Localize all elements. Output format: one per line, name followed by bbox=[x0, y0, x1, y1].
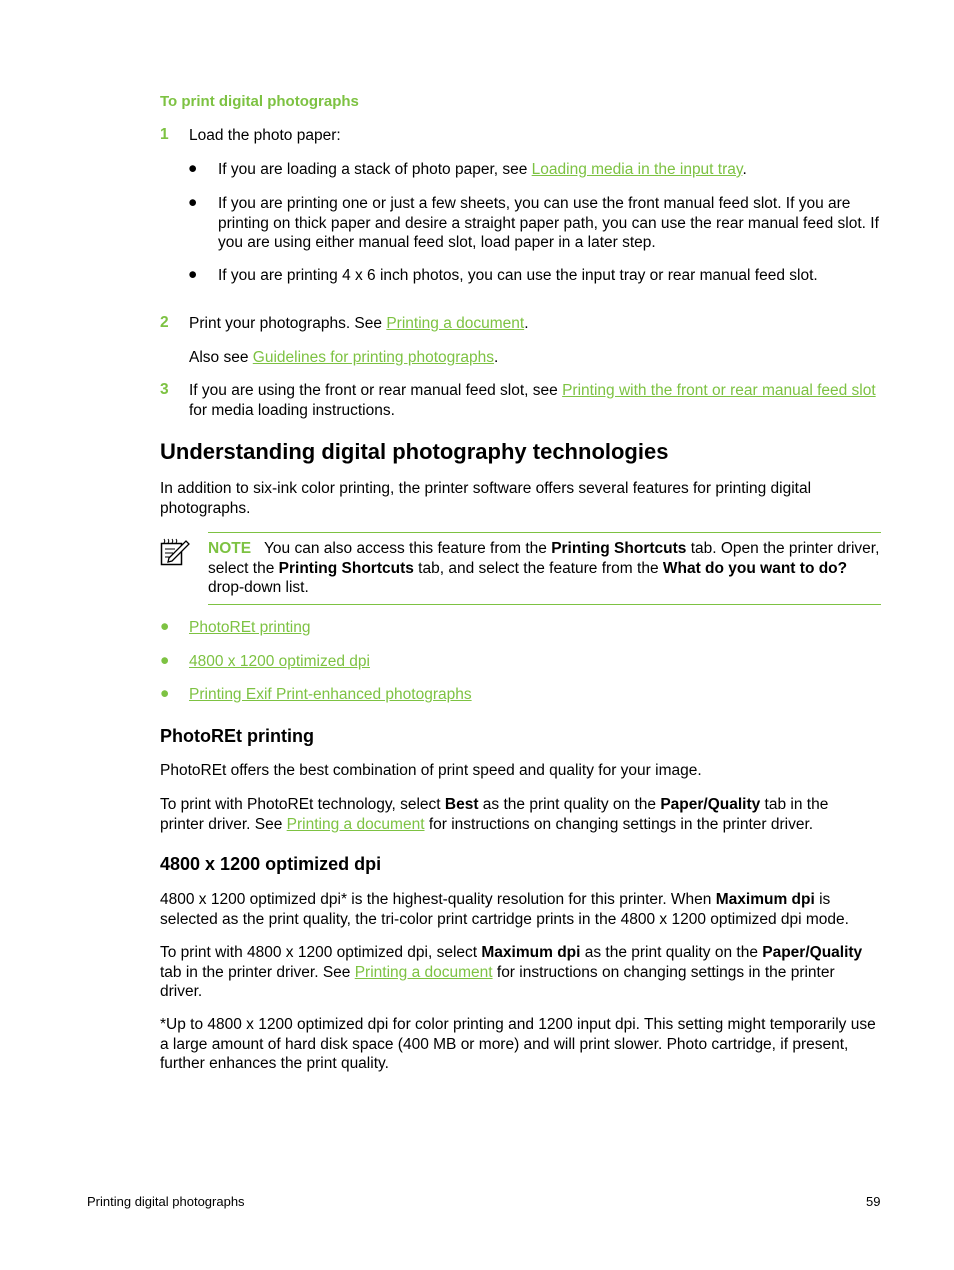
dpi-paragraph: To print with 4800 x 1200 optimized dpi, select Maximum dpi as the print quality on the Paper/Quality tab in the printer driver. See Printing a document for instructions on changing settings in the printer driver. bbox=[160, 944, 863, 1000]
bullet-icon: ● bbox=[188, 194, 198, 211]
link-manual-feed-slot[interactable]: Printing with the front or rear manual feed slot bbox=[562, 382, 876, 399]
list-item: If you are printing one or just a few sheets, you can use the front manual feed slot. If you are printing on thick paper and desire a straight paper path, you can use the rear manual feed slot. If you are using either manual feed slot, load paper in a later step. bbox=[218, 195, 879, 251]
bullet-icon: ● bbox=[188, 266, 198, 283]
link-guidelines[interactable]: Guidelines for printing photographs bbox=[252, 349, 495, 366]
note-bottom-rule bbox=[208, 604, 881, 605]
step-number: 3 bbox=[160, 381, 169, 398]
bullet-icon: ● bbox=[160, 618, 170, 635]
step-text: Load the photo paper: bbox=[189, 127, 341, 144]
step-text: Print your photographs. See Printing a document. bbox=[189, 315, 529, 332]
page-number: 59 bbox=[866, 1194, 881, 1209]
link-exif-print[interactable]: Printing Exif Print-enhanced photographs bbox=[189, 686, 472, 703]
bullet-icon: ● bbox=[160, 652, 170, 669]
step-number: 2 bbox=[160, 314, 169, 331]
step-text: If you are using the front or rear manual feed slot, see Printing with the front or rear manual feed slot for media loading instructions. bbox=[189, 382, 876, 419]
dpi-paragraph: 4800 x 1200 optimized dpi* is the highest-quality resolution for this printer. When Maximum dpi is selected as the print quality, the tri-color print cartridge prints in the 4800 x 1200 optimized dpi mode. bbox=[160, 891, 849, 928]
photoret-heading: PhotoREt printing bbox=[160, 726, 314, 746]
list-item: If you are printing 4 x 6 inch photos, you can use the input tray or rear manual feed slot. bbox=[218, 267, 818, 284]
link-photoret[interactable]: PhotoREt printing bbox=[189, 619, 311, 636]
dpi-heading: 4800 x 1200 optimized dpi bbox=[160, 854, 382, 874]
list-item: If you are loading a stack of photo paper, see Loading media in the input tray. bbox=[218, 161, 747, 178]
section-heading: Understanding digital photography technologies bbox=[160, 439, 669, 464]
note-text: NOTE You can also access this feature from the Printing Shortcuts tab. Open the printer driver, select the Printing Shortcuts tab, and select the feature from the What do you want to do? drop-down list. bbox=[208, 540, 880, 596]
step-number: 1 bbox=[160, 126, 169, 143]
note-icon bbox=[160, 536, 192, 573]
procedure-title: To print digital photographs bbox=[160, 93, 359, 110]
link-loading-media[interactable]: Loading media in the input tray bbox=[531, 161, 743, 178]
bullet-icon: ● bbox=[160, 685, 170, 702]
photoret-paragraph: PhotoREt offers the best combination of print speed and quality for your image. bbox=[160, 762, 702, 779]
link-printing-document[interactable]: Printing a document bbox=[386, 315, 525, 332]
dpi-footnote: *Up to 4800 x 1200 optimized dpi for color printing and 1200 input dpi. This setting might temporarily use a large amount of hard disk space (400 MB or more) and will print slower. Photo cartridge, if present, further enhances the print quality. bbox=[160, 1016, 876, 1072]
photoret-paragraph: To print with PhotoREt technology, select Best as the print quality on the Paper/Quality tab in the printer driver. See Printing a document for instructions on changing settings in the printer driver. bbox=[160, 796, 829, 833]
link-printing-document[interactable]: Printing a document bbox=[354, 963, 493, 981]
also-see: Also see Guidelines for printing photographs. bbox=[189, 349, 499, 366]
link-printing-document[interactable]: Printing a document bbox=[286, 815, 425, 833]
link-4800-dpi[interactable]: 4800 x 1200 optimized dpi bbox=[189, 653, 370, 670]
footer-title: Printing digital photographs bbox=[87, 1194, 245, 1209]
note-label: NOTE bbox=[208, 540, 252, 557]
bullet-icon: ● bbox=[188, 160, 198, 177]
note-top-rule bbox=[208, 532, 881, 533]
section-intro: In addition to six-ink color printing, the printer software offers several features for printing digital photographs. bbox=[160, 480, 812, 517]
